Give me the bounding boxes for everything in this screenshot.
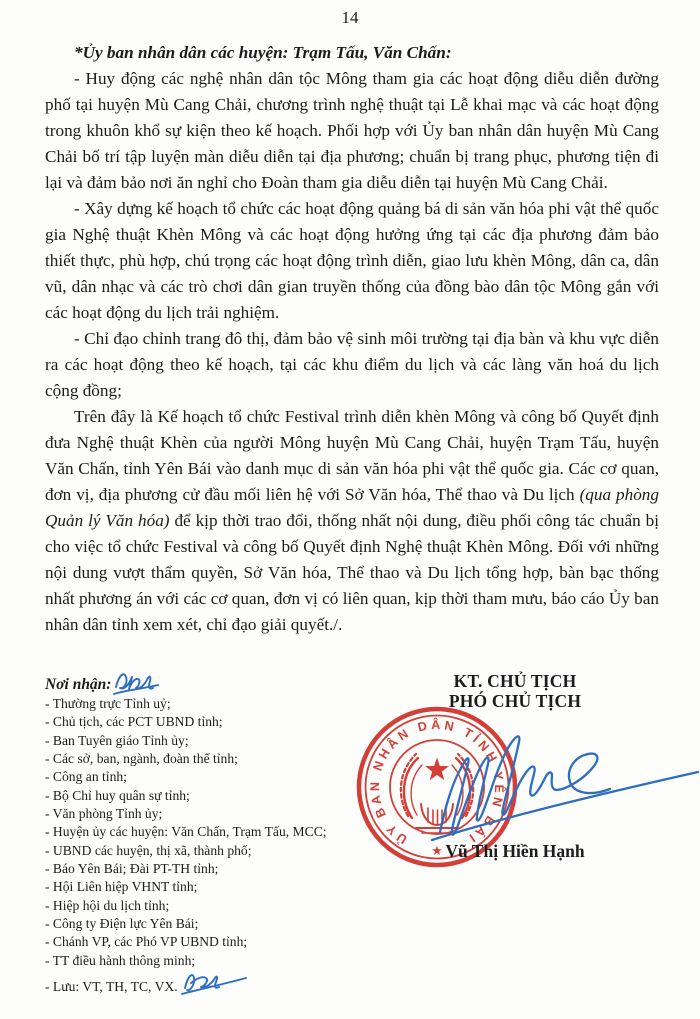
recipient-item: - Bộ Chỉ huy quân sự tỉnh; bbox=[45, 787, 190, 803]
document-body bbox=[0, 43, 700, 638]
luu-text: - Lưu: VT, TH, TC, VX. bbox=[45, 979, 178, 995]
recipients-label-text: Nơi nhận: bbox=[45, 676, 112, 693]
paragraph-4-text-end: để kịp thời trao đổi, thống nhất nội dung, điều phối công tác chuẩn bị cho việc tổ chức Festival và công bố Quyết định Nghệ thuật Khèn Mông. Đối với những nội dung vượt thẩm quyền, Sở Văn hóa, Thể thao và Du lịch tổng hợp, bàn bạc thống nhất phương án với các cơ quan, đơn vị có liên quan, kịp thời tham mưu, báo cáo Ủy ban nhân dân tỉnh xem xét, chỉ đạo giải quyết./. bbox=[45, 511, 659, 634]
recipient-item: - Huyện ủy các huyện: Văn Chấn, Trạm Tấu, MCC; bbox=[45, 824, 327, 840]
signature-title-line2: PHÓ CHỦ TỊCH bbox=[448, 691, 582, 711]
seal-ring-text: ỦY BAN NHÂN DÂN TỈNH YÊN BÁI bbox=[367, 717, 507, 847]
recipient-item: - Hiệp hội du lịch tỉnh; bbox=[45, 897, 170, 913]
recipient-item: - TT điều hành thông minh; bbox=[45, 952, 196, 968]
page-number: 14 bbox=[341, 8, 359, 27]
recipient-item: - Công ty Điện lực Yên Bái; bbox=[45, 916, 199, 932]
recipient-item: - Công an tỉnh; bbox=[45, 769, 127, 785]
seal-star: ★ bbox=[431, 843, 443, 858]
recipient-item: - Chủ tịch, các PCT UBND tỉnh; bbox=[45, 714, 223, 730]
recipient-item: - Văn phòng Tỉnh ủy; bbox=[45, 806, 163, 822]
recipient-item: - Thường trực Tỉnh uỷ; bbox=[45, 696, 171, 711]
paragraph-2: - Xây dựng kế hoạch tổ chức các hoạt động quảng bá di sản văn hóa phi vật thể quốc gia Nghệ thuật Khèn Mông và các hoạt động hưởng ứng tại các địa phương đảm bảo thiết thực, phù hợp, chú trọng các hoạt động trình diễn, giao lưu khèn Mông, dân ca, dân vũ, dân nhạc và các trò chơi dân gian truyền thống của đồng bào dân tộc Mông gắn với các hoạt động du lịch trải nghiệm. bbox=[45, 199, 659, 322]
recipient-item: - Hội Liên hiệp VHNT tỉnh; bbox=[45, 879, 198, 895]
recipient-item: - Chánh VP, các Phó VP UBND tỉnh; bbox=[45, 934, 248, 950]
recipient-item-luu bbox=[45, 970, 375, 998]
recipients-block bbox=[45, 669, 375, 998]
handwritten-initials-icon bbox=[112, 669, 160, 695]
signer-name: Vũ Thị Hiền Hạnh bbox=[445, 841, 585, 861]
recipients-label bbox=[45, 669, 375, 695]
section-heading: *Ủy ban nhân dân các huyện: Trạm Tấu, Văn Chấn: bbox=[74, 43, 452, 62]
paragraph-1: - Huy động các nghệ nhân dân tộc Mông tham gia các hoạt động diễu diễn đường phố tại huyện Mù Cang Chải, chương trình nghệ thuật tại Lễ khai mạc và các hoạt động trong khuôn khổ sự kiện theo kế hoạch. Phối hợp với Ủy ban nhân dân huyện Mù Cang Chải bố trí tập luyện màn diễu diễn tại địa phương; chuẩn bị trang phục, phương tiện đi lại và đảm bảo nơi ăn nghỉ cho Đoàn tham gia diễu diễn tại huyện Mù Cang Chải. bbox=[45, 69, 659, 192]
paragraph-4-text: Trên đây là Kế hoạch tổ chức Festival trình diễn khèn Mông và công bố Quyết định đưa Nghệ thuật Khèn của người Mông huyện Mù Cang Chải, huyện Trạm Tấu, huyện Văn Chấn, tỉnh Yên Bái vào danh mục di sản văn hóa phi vật thể quốc gia. Các cơ quan, đơn vị, địa phương cử đầu mối liên hệ với Sở Văn hóa, Thể thao và Du lịch bbox=[45, 407, 659, 504]
signature-title-line1: KT. CHỦ TỊCH bbox=[453, 671, 577, 691]
clerk-initials-icon bbox=[179, 970, 249, 998]
recipient-item: - Ban Tuyên giáo Tỉnh ủy; bbox=[45, 732, 189, 748]
recipient-item: - UBND các huyện, thị xã, thành phố; bbox=[45, 842, 252, 858]
recipient-item: - Các sở, ban, ngành, đoàn thể tỉnh; bbox=[45, 751, 238, 767]
paragraph-4-italic-note: (qua phòng Quản lý Văn hóa) bbox=[45, 485, 659, 530]
recipient-item: - Báo Yên Bái; Đài PT-TH tỉnh; bbox=[45, 861, 219, 877]
paragraph-3: - Chỉ đạo chỉnh trang đô thị, đảm bảo vệ sinh môi trường tại địa bàn và khu vực diễn ra các hoạt động theo kế hoạch, tại các khu điểm du lịch và các làng văn hoá du lịch cộng đồng; bbox=[45, 329, 659, 400]
paragraph-4 bbox=[45, 404, 659, 638]
